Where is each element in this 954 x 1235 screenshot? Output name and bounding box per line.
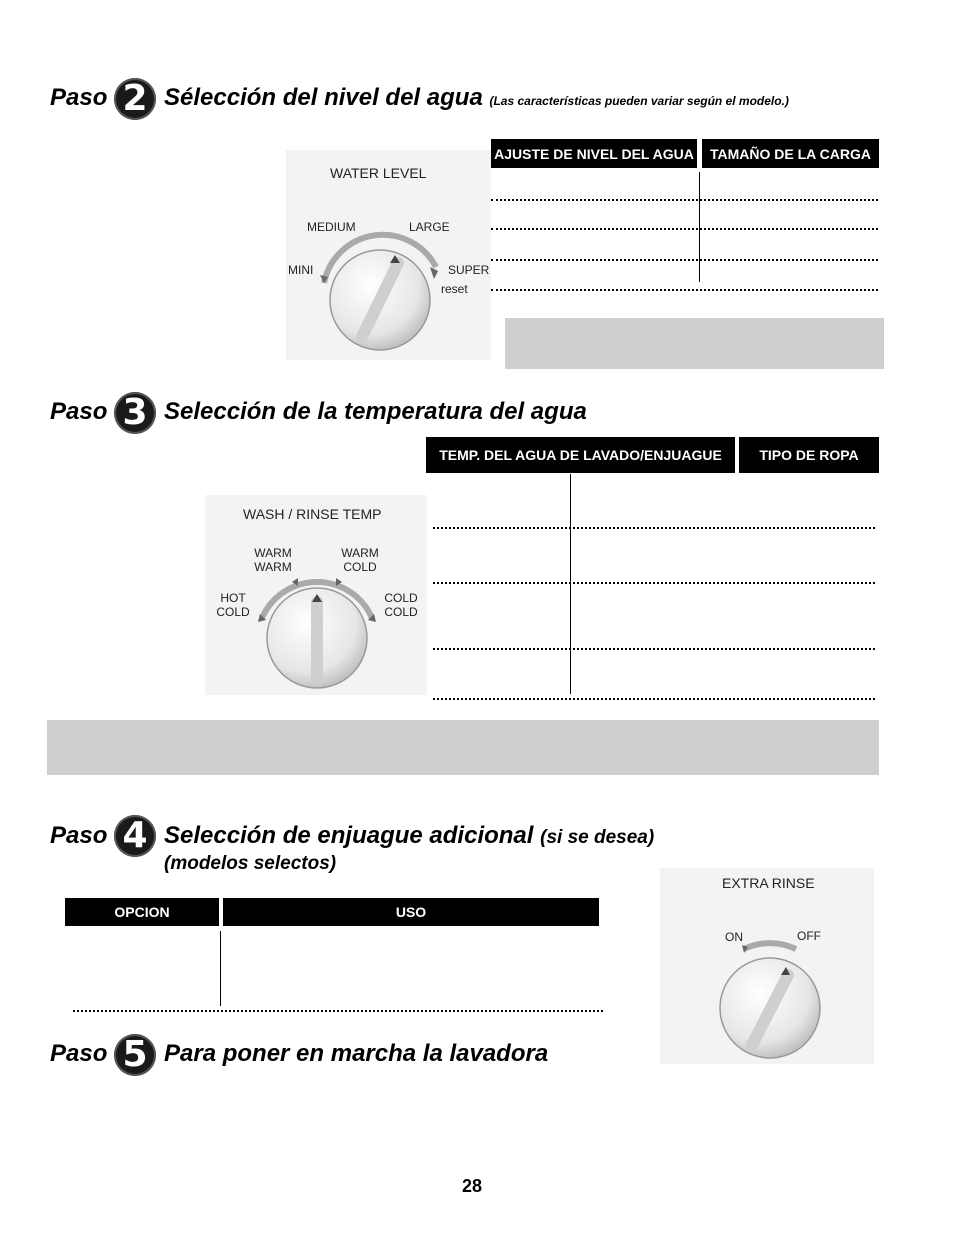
step3-number-badge: 3 <box>114 392 156 434</box>
step4-note: (si se desea) <box>540 827 655 848</box>
rinse-table-row-line <box>73 1010 603 1012</box>
water-table-divider <box>699 172 700 282</box>
dial-cold-cold-line1: COLD <box>384 591 418 605</box>
water-level-dial[interactable] <box>310 225 450 355</box>
water-table-row-line <box>491 199 878 201</box>
water-table-header-level: AJUSTE DE NIVEL DEL AGUA <box>491 139 697 168</box>
dial-hot-cold-line2: COLD <box>216 605 250 619</box>
dial-hot-cold-line1: HOT <box>220 591 246 605</box>
rinse-table-divider <box>220 931 221 1006</box>
dial-mini-label: MINI <box>288 263 314 277</box>
dial-reset-label: reset <box>441 282 468 296</box>
water-level-label: WATER LEVEL <box>330 165 427 181</box>
step4-subtitle: (modelos selectos) <box>164 853 337 874</box>
extra-rinse-label: EXTRA RINSE <box>722 875 815 891</box>
temp-table-header-temp: TEMP. DEL AGUA DE LAVADO/ENJUAGUE <box>426 437 735 473</box>
dial-warm-cold-line1: WARM <box>341 546 379 560</box>
page-number: 28 <box>462 1176 483 1196</box>
dial-warm-warm-line1: WARM <box>254 546 292 560</box>
step5-number-badge: 5 <box>114 1034 156 1076</box>
step3-word: Paso <box>50 398 108 425</box>
dial-on-label: ON <box>725 930 743 944</box>
dial-cold-cold-label <box>382 591 420 619</box>
water-table-row-line <box>491 228 878 230</box>
step5-title: Para poner en marcha la lavadora <box>164 1040 549 1067</box>
water-table-header-load: TAMAÑO DE LA CARGA <box>702 139 879 168</box>
wash-rinse-temp-dial[interactable] <box>252 570 382 695</box>
water-level-note-box <box>505 318 884 369</box>
temp-table-row-line <box>433 698 875 700</box>
wash-rinse-temp-label: WASH / RINSE TEMP <box>243 506 382 522</box>
step2-title-text: Sélección del nivel del agua <box>164 84 483 111</box>
step2-number-badge: 2 <box>114 78 156 120</box>
step3-title: Selección de la temperatura del agua <box>164 398 587 425</box>
step4-title-text: Selección de enjuague adicional <box>164 822 534 849</box>
dial-super-label: SUPER <box>448 263 490 277</box>
dial-hot-cold-label <box>214 591 252 619</box>
temp-note-box <box>47 720 879 775</box>
step2-word: Paso <box>50 84 108 111</box>
step5-word: Paso <box>50 1040 108 1067</box>
dial-medium-label: MEDIUM <box>307 220 356 234</box>
temp-table-row-line <box>433 648 875 650</box>
dial-off-label: OFF <box>797 929 821 943</box>
dial-large-label: LARGE <box>409 220 450 234</box>
step2-note: (Las características pueden variar según el modelo.) <box>489 94 789 108</box>
temp-table-header-clothes: TIPO DE ROPA <box>739 437 879 473</box>
water-table-row-line <box>491 289 878 291</box>
step4-title <box>164 822 654 850</box>
extra-rinse-dial[interactable] <box>710 935 830 1063</box>
dial-tick-icon <box>430 267 438 279</box>
step4-word: Paso <box>50 822 108 849</box>
step2-title <box>164 84 789 112</box>
rinse-table-header-option: OPCION <box>65 898 219 926</box>
dial-cold-cold-line2: COLD <box>384 605 418 619</box>
temp-table-row-line <box>433 582 875 584</box>
dial-warm-cold-line2: COLD <box>343 560 377 574</box>
water-table-row-line <box>491 259 878 261</box>
step4-number-badge: 4 <box>114 815 156 857</box>
dial-warm-warm-line2: WARM <box>254 560 292 574</box>
temp-table-divider <box>570 474 571 694</box>
temp-table-row-line <box>433 527 875 529</box>
dial-arc <box>744 943 796 949</box>
rinse-table-header-use: USO <box>223 898 599 926</box>
